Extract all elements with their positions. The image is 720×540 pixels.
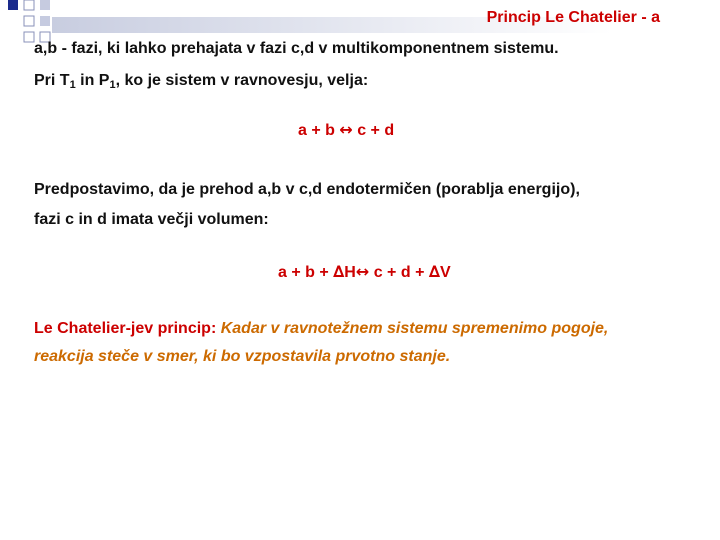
subscript: 1 — [109, 79, 116, 91]
text-segment: , ko je sistem v ravnovesju, velja: — [115, 72, 369, 89]
equation-right: c + d + — [369, 264, 429, 281]
equation-right: c + d — [352, 122, 395, 139]
principle-text-part2: reakcija steče v smer, ki bo vzpostavila prvotno stanje. — [34, 348, 451, 365]
square-dark — [8, 0, 18, 10]
subscript: 1 — [69, 79, 76, 91]
principle-label: Le Chatelier-jev princip: — [34, 320, 217, 337]
equation-equilibrium — [298, 120, 394, 140]
text-segment: Pri T — [34, 72, 70, 89]
double-arrow-icon: ↔ — [355, 262, 370, 281]
square-outline — [24, 32, 34, 42]
square-outline — [24, 0, 34, 10]
text-line-principle — [34, 320, 608, 338]
text-line-conditions — [34, 72, 368, 90]
slide-title: Princip Le Chatelier - a — [486, 9, 660, 26]
principle-text-part1: Kadar v ravnotežnem sistemu spremenimo pogoje, — [216, 320, 609, 337]
text-segment: in P — [75, 72, 110, 89]
equation-energy-volume — [278, 262, 451, 282]
text-line-phases: a,b - fazi, ki lahko prehajata v fazi c,d v multikomponentnem sistemu. — [34, 40, 559, 57]
square-light — [40, 0, 50, 10]
volume-symbol: V — [440, 264, 451, 281]
equation-left: a + b — [298, 122, 340, 139]
square-outline — [24, 16, 34, 26]
enthalpy-symbol: H — [344, 264, 356, 281]
equation-left: a + b + — [278, 264, 334, 281]
text-line-assumption: Predpostavimo, da je prehod a,b v c,d endotermičen (porablja energijo), — [34, 181, 580, 198]
text-line-volume: fazi c in d imata večji volumen: — [34, 211, 269, 228]
double-arrow-icon: ↔ — [339, 120, 353, 139]
square-light — [40, 16, 50, 26]
delta-icon: ∆ — [333, 262, 345, 281]
delta-icon: ∆ — [428, 262, 441, 281]
